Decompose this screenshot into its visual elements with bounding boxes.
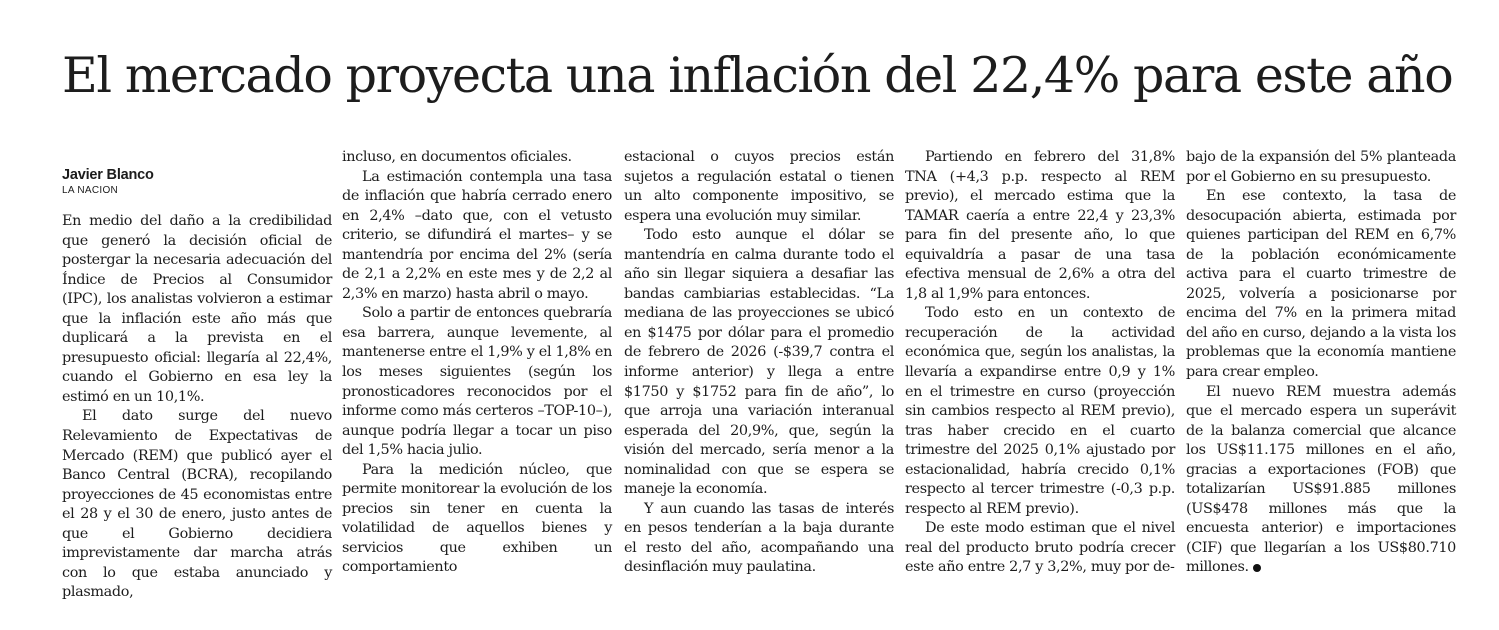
author-source: LA NACION	[62, 185, 119, 196]
paragraph-11: En ese contexto, la tasa de desocupación abierta, estimada por quienes participan del REM en 6,7% de la población económicamente activa para el cuarto trimestre de 2025, volvería a posicionarse por encima del 7% en la primera mitad del año en curso, dejando a la vista los problemas que la economía mantiene para crear empleo.	[1186, 188, 1456, 381]
column-4	[905, 148, 1175, 578]
paragraph-9: Todo esto en un contexto de recuperación de la actividad económica que, según los analistas, la llevaría a expandirse entre 0,9 y 1% en el trimestre en curso (proyección sin cambios respecto al REM previo), tras haber crecido en el cuarto trimestre del 2025 0,1% ajustado por estacionalidad, habría crecido 0,1% respecto al tercer trimestre (-0,3 p.p. respecto al REM previo).	[905, 305, 1175, 517]
column-1	[62, 148, 332, 603]
headline: El mercado proyecta una inflación del 22,4% para este año	[62, 47, 1453, 104]
paragraph-5: Para la medición núcleo, que permite monitorear la evolución de los precios sin tener en cuenta la volatilidad de aquellos bienes y servicios que exhiben un comportamiento	[342, 461, 612, 576]
paragraph-6: Todo esto aunque el dólar se mantendría en calma durante todo el año sin llegar siquiera a desafiar las bandas cambiarias establecidas. “La mediana de las proyecciones se ubicó en $1475 por dólar para el promedio de febrero de 2026 (-$39,7 contra el informe anterior) y llega a entre $1750 y $1752 para fin de año”, lo que arroja una variación interanual esperada del 20,9%, que, según la visión del mercado, sería menor a la nominalidad con que se espera se maneje la economía.	[624, 227, 894, 498]
paragraph-2-continued: incluso, en documentos oficiales.	[342, 149, 572, 165]
paragraph-1: En medio del daño a la credibilidad que generó la decisión oficial de postergar la necesaria adecuación del Índice de Precios al Consumidor (IPC), los analistas volvieron a estimar que la inflación este año más que duplicará a la prevista en el presupuesto oficial: llegaría al 22,4%, cuando el Gobierno en esa ley la estimó en un 10,1%.	[62, 213, 332, 405]
paragraph-8: Partiendo en febrero del 31,8% TNA (+4,3 p.p. respecto al REM previo), el mercado estima que la TAMAR caería a entre 22,4 y 23,3% para fin del presente año, lo que equivaldría a pasar de una tasa efectiva mensual de 2,6% a otra del 1,8 al 1,9% para entonces.	[905, 149, 1175, 302]
column-5	[1186, 148, 1456, 578]
paragraph-2: El dato surge del nuevo Relevamiento de Expectativas de Mercado (REM) que publicó ayer el Banco Central (BCRA), recopilando proyecciones de 45 economistas entre el 28 y el 30 de enero, justo antes de que el Gobierno decidiera imprevistamente dar marcha atrás con lo que estaba anunciado y plasmado,	[62, 408, 332, 601]
paragraph-5-continued: estacional o cuyos precios están sujetos a regulación estatal o tienen un alto componente impositivo, se espera una evolución muy similar.	[624, 149, 894, 224]
paragraph-10-continued: bajo de la expansión del 5% planteada por el Gobierno en su presupuesto.	[1186, 149, 1456, 185]
column-3	[624, 148, 894, 578]
author-name: Javier Blanco	[62, 167, 154, 183]
column-2	[342, 148, 612, 578]
paragraph-3: La estimación contempla una tasa de inflación que habría cerrado enero en 2,4% –dato que, con el vetusto criterio, se difundirá el martes– y se mantendría por encima del 2% (sería de 2,1 a 2,2% en este mes y de 2,2 al 2,3% en marzo) hasta abril o mayo.	[342, 168, 612, 302]
paragraph-7: Y aun cuando las tasas de interés en pesos tenderían a la baja durante el resto del año, acompañando una desinflación muy paulatina.	[624, 500, 894, 576]
paragraph-12-text: El nuevo REM muestra además que el mercado espera un superávit de la balanza comercial que alcance los US$11.175 millones en el año, gracias a exportaciones (FOB) que totalizarían US$91.885 millones (US$478 millones más que la encuesta anterior) e importaciones (CIF) que llegarían a los US$80.710 millones.	[1186, 383, 1456, 576]
paragraph-4: Solo a partir de entonces quebraría esa barrera, aunque levemente, al mantenerse entre el 1,9% y el 1,8% en los meses siguientes (según los pronosticadores reconocidos por el informe como más certeros –TOP-10–), aunque podría llegar a tocar un piso del 1,5% hacia julio.	[342, 305, 612, 459]
end-of-article-mark	[1253, 564, 1261, 572]
paragraph-12	[1186, 383, 1456, 578]
paragraph-10: De este modo estiman que el nivel real del producto bruto podría crecer este año entre 2,7 y 3,2%, muy por de-	[905, 520, 1175, 576]
